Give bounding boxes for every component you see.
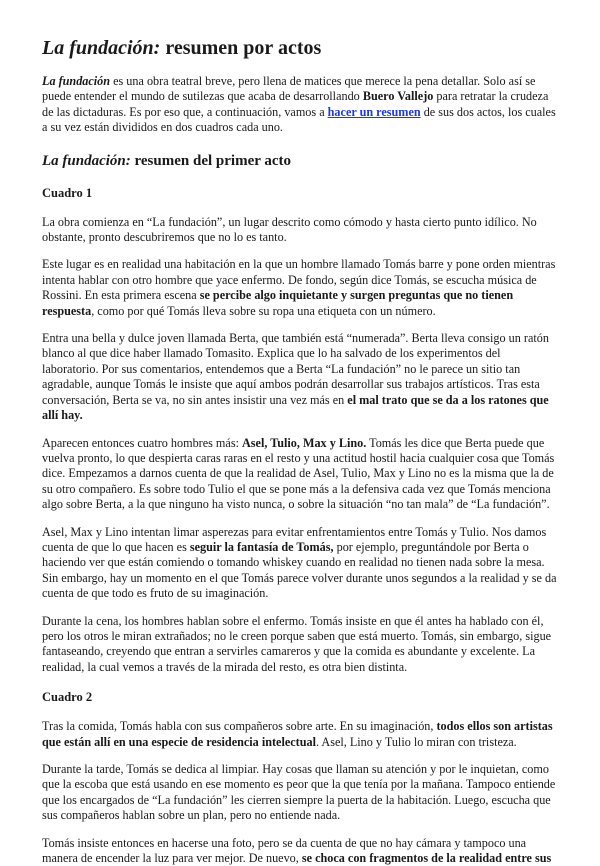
act1-heading-italic: La fundación: xyxy=(42,152,131,169)
p2-text-c: , como por qué Tomás lleva sobre su ropa una etiqueta con un número. xyxy=(91,303,436,318)
intro-author: Buero Vallejo xyxy=(362,89,434,104)
p3-text-a: Entra una bella y dulce joven llamada Berta, que también está “numerada”. Berta lleva consigo un ratón blanco al que dice haber llamado Tomasito. Explica que lo ha salvado de los experimentos del laboratorio. Por sus comentarios, entendemos que a Berta “La fundación” no le parece un sitio tan agradable, aunque Tomás le insiste que aquí ambos podrán desarrollar sus trabajos artísticos. Tras esta conversación, Berta se va, no sin antes insistir una vez más en xyxy=(42,331,549,407)
paragraph-8: Durante la tarde, Tomás se dedica al limpiar. Hay cosas que llaman su atención y por le inquietan, como que la escoba que está usando en ese momento es peor que la que tenía por la mañana. Tampoco entiende que los encargados de “La fundación” les cierren siempre la puerta de la habitación. Luego, escucha que sus compañeros hablan sobre un plan, pero no entiende nada. xyxy=(42,762,556,823)
page-title xyxy=(42,36,558,60)
act1-heading-rest: resumen del primer acto xyxy=(130,152,292,169)
paragraph-1: La obra comienza en “La fundación”, un lugar descrito como cómodo y hasta cierto punto idílico. No obstante, pronto descubriremos que no lo es tanto. xyxy=(42,214,537,245)
paragraph-4 xyxy=(42,436,558,513)
paragraph-3 xyxy=(42,331,558,423)
p4-text-a: Aparecen entonces cuatro hombres más: xyxy=(42,435,242,450)
cuadro1-heading: Cuadro 1 xyxy=(42,185,93,200)
paragraph-9 xyxy=(42,836,558,866)
page-title-italic: La fundación: xyxy=(42,37,161,59)
page-title-rest: resumen por actos xyxy=(160,37,322,59)
paragraph-7 xyxy=(42,719,558,750)
intro-text-1: es una obra teatral breve, pero llena de matices que merece la pena detallar. Solo así se puede entender el mundo de sutilezas que acaba de desarrollando xyxy=(42,74,536,104)
cuadro2-heading: Cuadro 2 xyxy=(42,690,93,705)
p2-text-a: Este lugar es en realidad una habitación en la que un hombre llamado Tomás barre y pone orden mientras intenta hablar con otro hombre que yace enfermo. De fondo, según dice Tomás, se escucha música de Rossini. En esta primera escena xyxy=(42,257,556,303)
intro-work-title: La fundación xyxy=(42,74,111,88)
intro-text-3: de sus dos actos, los cuales a su vez están divididos en dos cuadros cada uno. xyxy=(42,104,556,135)
p4-text-c: Tomás les dice que Berta puede que vuelva pronto, lo que despierta caras raras en el resto y una actitud hostil hacia cualquier cosa que Tomás dice. Empezamos a darnos cuenta de que la realidad de Asel, Tulio, Max y Lino no es la misma que la de su otro compañero. Es sobre todo Tulio el que se pone más a la defensiva cada vez que Tomás menciona algo sobre Berta, a la que ninguno ha visto nunca, o sobre la situación “no tan mala” de “La fundación”. xyxy=(42,435,555,512)
p7-bold: todos ellos son artistas que están allí en una especie de residencia intelectual xyxy=(42,719,553,749)
p7-text-c: . Asel, Lino y Tulio lo miran con tristeza. xyxy=(315,734,517,749)
act1-heading xyxy=(42,152,558,171)
summary-link[interactable]: hacer un resumen xyxy=(327,104,421,119)
paragraph-5 xyxy=(42,525,558,602)
intro-text-2: para retratar la crudeza de las dictaduras. Es por eso que, a continuación, vamos a xyxy=(42,89,549,119)
p5-bold: seguir la fantasía de Tomás, xyxy=(189,539,334,554)
p3-bold: el mal trato que se da a los ratones que allí hay. xyxy=(42,392,549,423)
p4-bold: Asel, Tulio, Max y Lino. xyxy=(242,435,367,450)
p5-text-a: Asel, Max y Lino intentan limar asperezas para evitar enfrentamientos entre Tomás y Tulio. Nos damos cuenta de que lo que hacen es xyxy=(42,524,547,554)
p9-text-a: Tomás insiste entonces en hacerse una foto, pero se da cuenta de que no hay cámara y tampoco una manera de encender la luz para ver mejor. De nuevo, xyxy=(42,835,527,866)
paragraph-2 xyxy=(42,257,558,319)
p9-bold: se choca con fragmentos de la realidad entre sus xyxy=(301,851,552,866)
p7-text-a: Tras la comida, Tomás habla con sus compañeros sobre arte. En su imaginación, xyxy=(42,719,437,734)
intro-paragraph xyxy=(42,74,558,136)
p5-text-c: por ejemplo, preguntándole por Berta o haciendo ver que están comiendo o tomando whiskey cuando en realidad no tienen nada sobre la mesa. Sin embargo, hay un momento en el que Tomás parece volver durante unos segundos a la realidad y se da cuenta de que todo es fruto de su imaginación. xyxy=(42,539,557,601)
paragraph-6: Durante la cena, los hombres hablan sobre el enfermo. Tomás insiste en que él antes ha hablado con él, pero los otros le miran extrañados; no le creen porque saben que está muerto. Tomás, sin embargo, sigue fantaseando, creyendo que entran a servirles camareros y que la comida es abundante y excelente. La realidad, la cual vemos a través de la mirada del resto, es otra bien distinta. xyxy=(42,613,552,674)
p2-bold: se percibe algo inquietante y surgen preguntas que no tienen respuesta xyxy=(42,288,514,318)
